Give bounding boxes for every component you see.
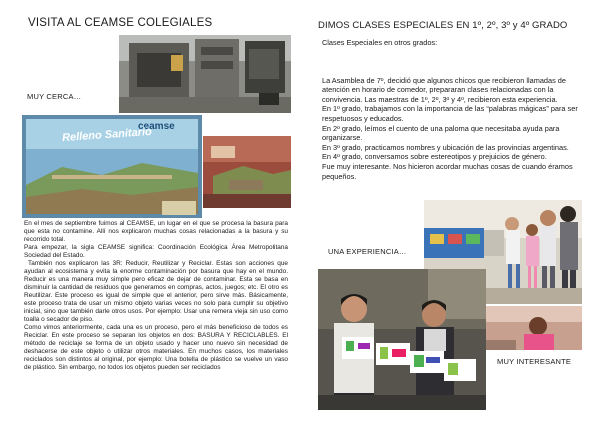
machinery-photo [119, 35, 291, 113]
girl-pink-photo [486, 306, 582, 350]
right-paragraph-4: En 3º grado, practicamos nombres y ubicación de las provincias argentinas. [322, 142, 569, 152]
left-paragraph-2: Para empezar, la sigla CEAMSE significa: Coordinación Ecológica Área Metropolitana Sociedad del Estado. [24, 244, 288, 260]
landfill-sign-photo [22, 115, 202, 218]
right-paragraph-5: En 4º grado, conversamos sobre estereotipos y prejuicios de género. [322, 152, 547, 162]
right-paragraph-3: En 2º grado, leímos el cuento de una paloma que necesitaba ayuda para organizarse. [322, 123, 560, 143]
left-paragraph-1: En el mes de septiembre fuimos al CEAMSE, un lugar en el que se procesa la basura para que esta no contamine. Allí nos explicaron muchas cosas relacionadas a la basura y su recorrido total. [24, 220, 288, 244]
left-paragraph-4: Como vimos anteriormente, cada una es un proceso, pero el más beneficioso de todos es Reciclar. En este proceso se separan los objetos en dos: BASURA Y RECICLABLES. El método de reciclaje se forma de un objeto usado y hacer uno nuevo sin necesidad de deshacerse de este objeto o utilizar otros materiales. En muchos casos, los materiales reciclados son distintos al original, por ejemplo: Una botella de plástico se vuelve un vaso de plástico. Sin embargo, no todos los objetos pueden ser reciclados [24, 324, 288, 372]
right-paragraph-1: La Asamblea de 7º, decidió que algunos chicos que recibieron llamadas de atención en horario de comedor, prepararan clases relacionadas con la convivencia. Las maestras de 1º, 2º, 3º y 4º, recibieron esta experiencia. [322, 75, 566, 104]
landfill-model-photo [203, 136, 291, 208]
left-article-body [24, 220, 288, 372]
left-paragraph-3: También nos explicaron las 3R: Reducir, Reutilizar y Reciclar. Estas son acciones que ayudan al ecosistema y evita la enorme contaminación por basura que hay en el mundo. Reducir es una manera muy simple pero eficaz de dejar de contaminar. Esta se basa en disminuir la cantidad de residuos que generamos en compras, actos, juegos; etc. El otro es Reutilizar. Este proceso es igual de simple que el anterior, pero sirve más. Básicamente, este proceso trata de usar un mismo objeto varias veces no solo para cumplir su objetivo inicial, sino que también darle otros usos. Por ejemplo: Usar una remera vieja sin uso como toalla o secador de piso. [24, 260, 288, 324]
sign-title-text: Relleno Sanitario [61, 125, 153, 145]
caption-muy-cerca: MUY CERCA… [27, 92, 82, 101]
right-paragraph-2: En 1º grado, trabajamos con la importancia de las “palabras mágicas” para ser respetuosos y educados. [322, 104, 578, 123]
students-presenting-photo [318, 269, 486, 410]
right-subtitle: Clases Especiales en otros grados: [322, 38, 438, 47]
caption-muy-interesante: MUY INTERESANTE [497, 357, 572, 366]
caption-una-experiencia: UNA EXPERIENCIA… [328, 247, 407, 256]
right-article-body [322, 38, 590, 181]
right-paragraph-6: Fue muy interesante. Nos hicieron acordar muchas cosas de cuando éramos pequeños. [322, 161, 573, 181]
sign-brand-text: ceamse [138, 121, 175, 132]
left-page-title: VISITA AL CEAMSE COLEGIALES [28, 17, 213, 29]
right-page-title: DIMOS CLASES ESPECIALES EN 1º, 2º, 3º y 4º GRADO [318, 20, 568, 31]
